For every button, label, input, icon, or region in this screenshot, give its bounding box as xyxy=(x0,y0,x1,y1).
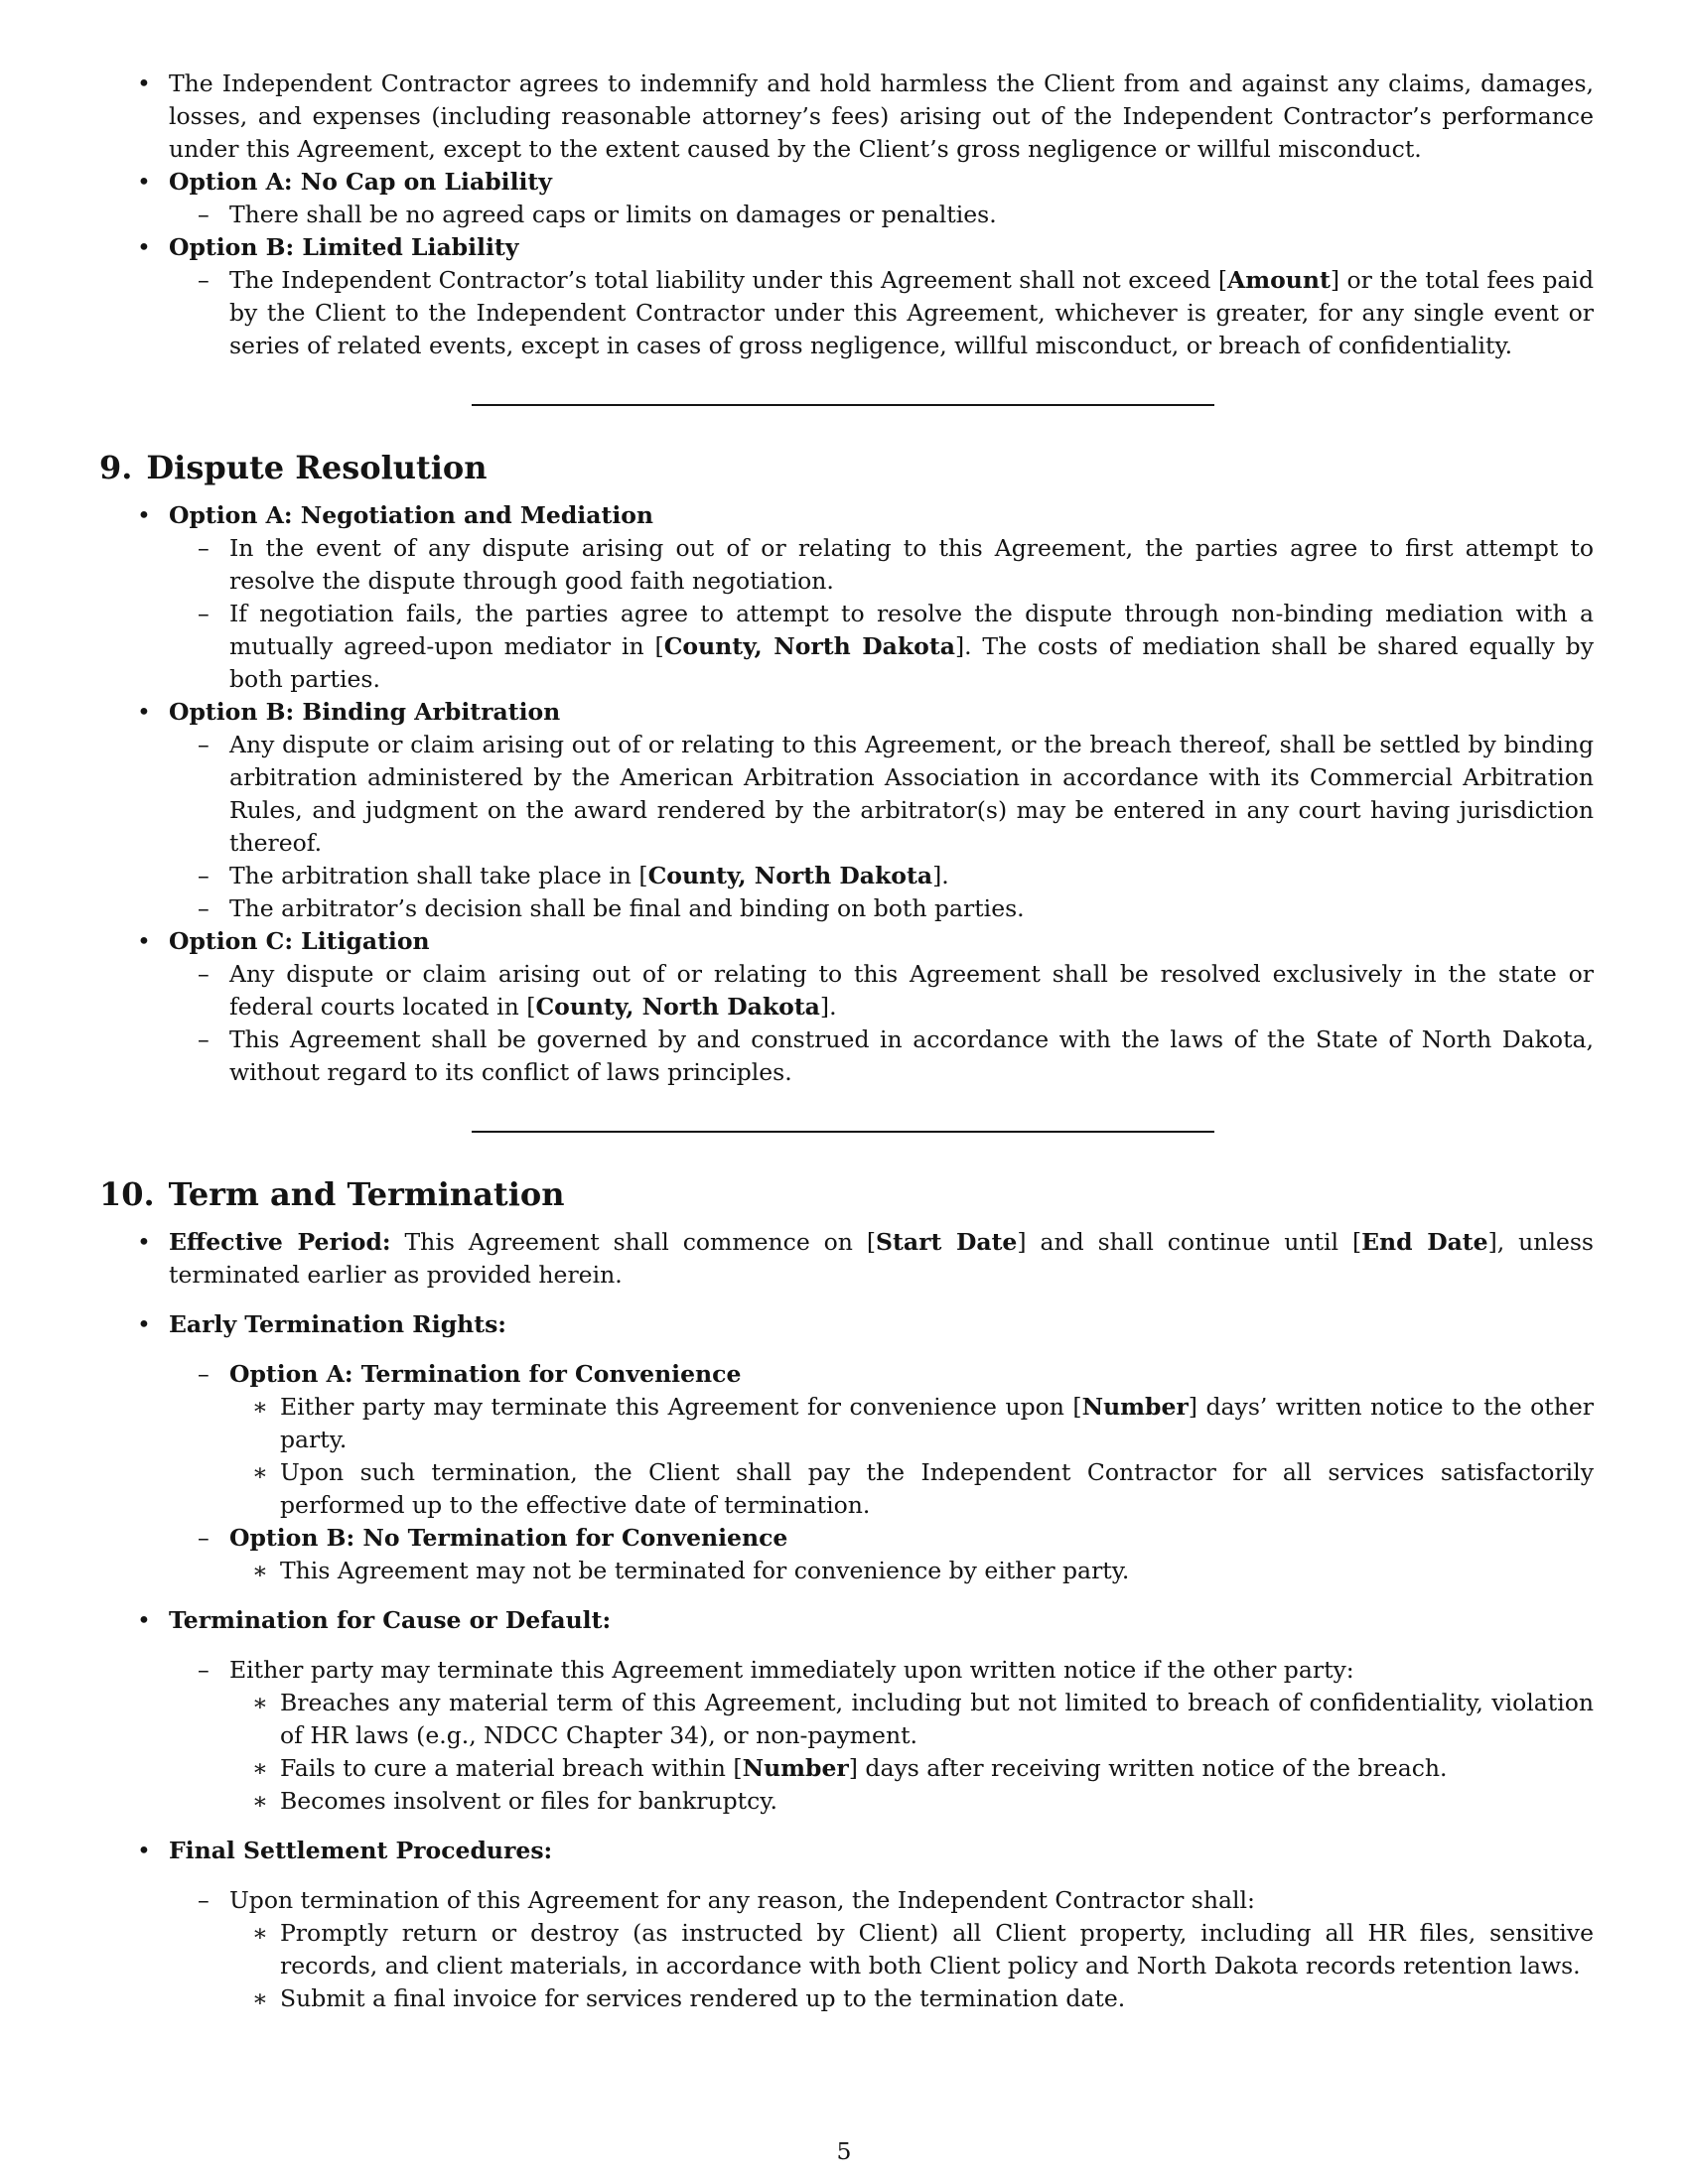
dispute-option-a-item: – If negotiation fails, the parties agree to attempt to resolve the dispute through non-binding mediation with a mutually agreed-upon mediator in [County, North Dakota]. The costs of mediation shall be shared equally by both parties. xyxy=(169,598,1594,696)
final-settlement xyxy=(99,1835,1594,2015)
dispute-option-b-item: – The arbitration shall take place in [County, North Dakota]. xyxy=(169,860,1594,892)
dispute-option-c-item: – This Agreement shall be governed by and construed in accordance with the laws of the State of North Dakota, without regard to its conflict of laws principles. xyxy=(169,1024,1594,1089)
end-date-placeholder: End Date xyxy=(1361,1228,1488,1256)
number-placeholder: Number xyxy=(1081,1393,1189,1421)
number-placeholder: Number xyxy=(742,1754,849,1782)
cause-item: ∗ Becomes insolvent or files for bankruptcy. xyxy=(229,1785,1594,1818)
settlement-intro: – Upon termination of this Agreement for any reason, the Independent Contractor shall: ∗ Promptly return or destroy (as instructed by Client) all Client property, including all HR files, sensitive records, and client materials, in accordance with both Client policy and North Dakota records retention laws. ∗ Submit a final invoice for services rendered up to the termination date. xyxy=(169,1884,1594,2015)
dispute-list xyxy=(99,499,1594,1089)
early-termination-label: • Early Termination Rights: xyxy=(169,1310,506,1338)
settlement-item: ∗ Submit a final invoice for services rendered up to the termination date. xyxy=(229,1982,1594,2015)
section-divider xyxy=(472,1131,1214,1133)
section-9-heading: 9. Dispute Resolution xyxy=(99,449,488,486)
county-placeholder: County, North Dakota xyxy=(663,632,955,660)
dispute-option-a xyxy=(99,499,1594,696)
cause-item: ∗ Breaches any material term of this Agreement, including but not limited to breach of confidentiality, violation of HR laws (e.g., NDCC Chapter 34), or non-payment. xyxy=(229,1687,1594,1752)
final-settlement-label: • Final Settlement Procedures: xyxy=(169,1837,553,1864)
termination-option-b xyxy=(169,1522,1594,1587)
section-10-heading: 10. Term and Termination xyxy=(99,1175,565,1213)
dispute-option-c-title: Option C: Litigation xyxy=(169,927,430,955)
section-divider xyxy=(472,404,1214,406)
dispute-option-b-item: – The arbitrator’s decision shall be final and binding on both parties. xyxy=(169,892,1594,925)
termination-for-cause xyxy=(99,1604,1594,1818)
effective-period: • Effective Period: This Agreement shall commence on [Start Date] and shall continue until [End Date], unless terminated earlier as provided herein. xyxy=(99,1226,1594,1292)
dispute-option-a-item: – In the event of any dispute arising out of or relating to this Agreement, the parties agree to first attempt to resolve the dispute through good faith negotiation. xyxy=(169,532,1594,598)
termination-option-a-item: ∗ Upon such termination, the Client shall pay the Independent Contractor for all services satisfactorily performed up to the effective date of termination. xyxy=(229,1456,1594,1522)
settlement-item: ∗ Promptly return or destroy (as instructed by Client) all Client property, including all HR files, sensitive records, and client materials, in accordance with both Client policy and North Dakota records retention laws. xyxy=(229,1917,1594,1982)
dispute-option-b-item: – Any dispute or claim arising out of or relating to this Agreement, or the breach thereof, shall be settled by binding arbitration administered by the American Arbitration Association in accordance with its Commercial Arbitration Rules, and judgment on the award rendered by the arbitrator(s) may be entered in any court having jurisdiction thereof. xyxy=(169,729,1594,860)
termination-option-b-item: ∗ This Agreement may not be terminated for convenience by either party. xyxy=(229,1555,1594,1587)
dispute-option-b-title: Option B: Binding Arbitration xyxy=(169,698,561,726)
amount-placeholder: Amount xyxy=(1227,266,1331,294)
effective-period-label: Effective Period: xyxy=(169,1228,391,1256)
dispute-option-c xyxy=(99,925,1594,1089)
indemnity-clause: • The Independent Contractor agrees to indemnify and hold harmless the Client from and against any claims, damages, losses, and expenses (including reasonable attorney’s fees) arising out of the Independent Contractor’s performance under this Agreement, except to the extent caused by the Client’s gross negligence or willful misconduct. xyxy=(99,68,1594,166)
liability-option-a xyxy=(99,166,1594,231)
county-placeholder: County, North Dakota xyxy=(535,993,820,1021)
termination-option-a xyxy=(169,1358,1594,1522)
dispute-option-b xyxy=(99,696,1594,925)
cause-intro: – Either party may terminate this Agreement immediately upon written notice if the other party: ∗ Breaches any material term of this Agreement, including but not limited to breach of confidentiality, violation of HR laws (e.g., NDCC Chapter 34), or non-payment. ∗ Fails to cure a material breach within [Number] days after receiving written notice of the breach. ∗ Becomes insolvent or files for bankruptcy. xyxy=(169,1654,1594,1818)
termination-option-a-title: Option A: Termination for Convenience xyxy=(229,1360,742,1388)
term-list xyxy=(99,1226,1594,2015)
liability-option-b xyxy=(99,231,1594,362)
early-termination xyxy=(99,1308,1594,1587)
liability-option-b-title: Option B: Limited Liability xyxy=(169,233,519,261)
liability-option-b-text: – The Independent Contractor’s total liability under this Agreement shall not exceed [Amount] or the total fees paid by the Client to the Independent Contractor under this Agreement, whichever is greater, for any single event or series of related events, except in cases of gross negligence, willful misconduct, or breach of confidentiality. xyxy=(169,264,1594,362)
liability-list xyxy=(99,68,1594,362)
start-date-placeholder: Start Date xyxy=(876,1228,1018,1256)
page-content xyxy=(99,68,1594,2015)
termination-for-cause-label: • Termination for Cause or Default: xyxy=(169,1606,612,1634)
liability-option-a-text: – There shall be no agreed caps or limits on damages or penalties. xyxy=(169,199,1594,231)
liability-option-a-title: Option A: No Cap on Liability xyxy=(169,168,552,196)
page-number: 5 xyxy=(836,2137,852,2165)
termination-option-b-title: Option B: No Termination for Convenience xyxy=(229,1524,788,1552)
dispute-option-a-title: Option A: Negotiation and Mediation xyxy=(169,501,654,529)
county-placeholder: County, North Dakota xyxy=(647,862,933,889)
cause-item: ∗ Fails to cure a material breach within [Number] days after receiving written notice of the breach. xyxy=(229,1752,1594,1785)
dispute-option-c-item: – Any dispute or claim arising out of or relating to this Agreement shall be resolved exclusively in the state or federal courts located in [County, North Dakota]. xyxy=(169,958,1594,1024)
termination-option-a-item: ∗ Either party may terminate this Agreement for convenience upon [Number] days’ written notice to the other party. xyxy=(229,1391,1594,1456)
